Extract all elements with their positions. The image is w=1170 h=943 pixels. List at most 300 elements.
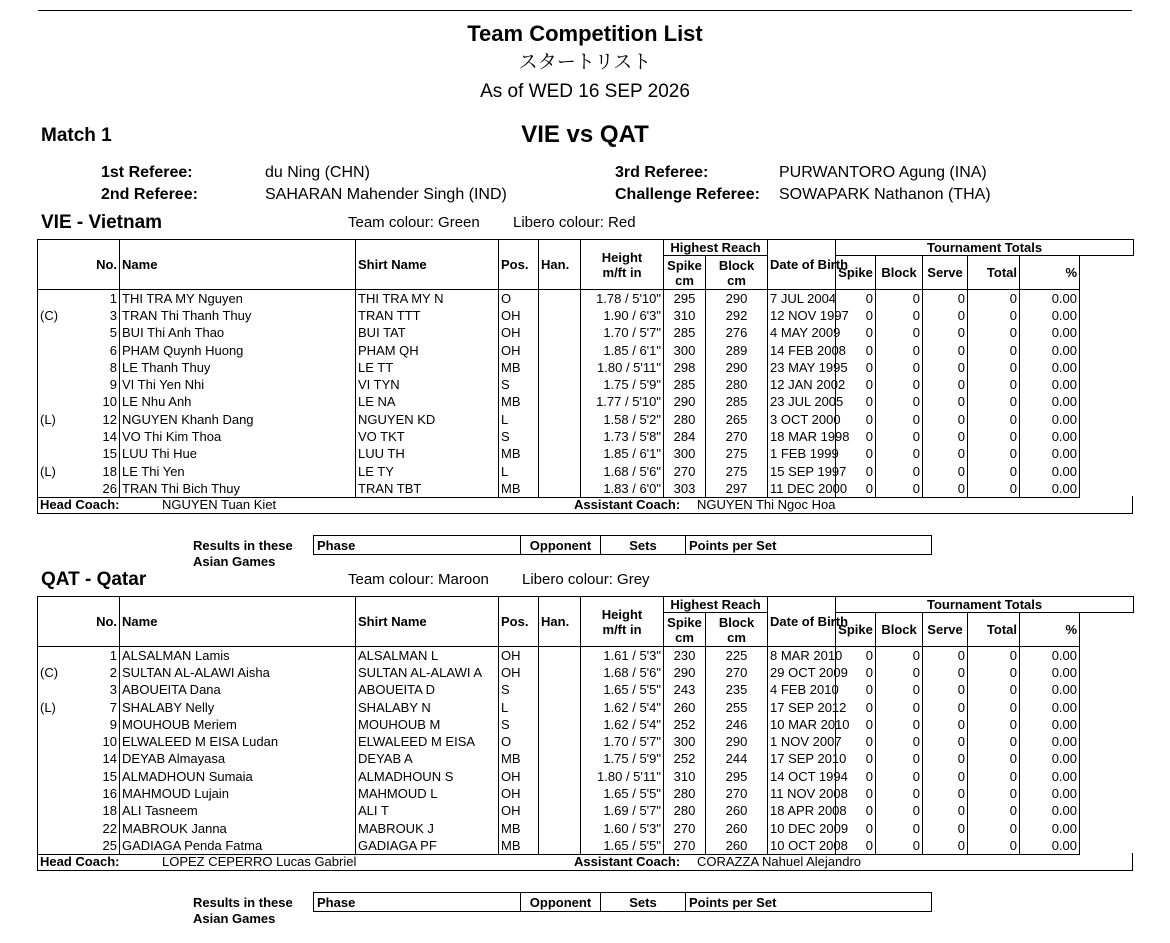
player-spike-reach: 270	[664, 837, 706, 854]
player-height: 1.70 / 5'7"	[581, 324, 664, 341]
player-name: LE Thanh Thuy	[120, 359, 356, 376]
player-total-spike: 0	[836, 480, 876, 497]
player-total: 0	[968, 664, 1020, 681]
player-block-reach: 285	[706, 393, 768, 410]
player-spike-reach: 285	[664, 376, 706, 393]
player-role	[38, 681, 85, 698]
player-total-pct: 0.00	[1020, 802, 1080, 819]
player-number: 22	[85, 819, 120, 836]
player-name: LUU Thi Hue	[120, 445, 356, 462]
player-total-spike: 0	[836, 393, 876, 410]
match-title: VIE vs QAT	[521, 121, 649, 148]
player-role: (L)	[38, 462, 85, 479]
assistant-coach: CORAZZA Nahuel Alejandro	[697, 854, 862, 869]
player-dob: 10 MAR 2010	[768, 716, 836, 733]
as-of-date: As of WED 16 SEP 2026	[480, 81, 690, 102]
col-total-serve: Serve	[923, 256, 968, 290]
player-handedness	[539, 837, 581, 854]
player-block-reach: 260	[706, 837, 768, 854]
player-total-block: 0	[876, 681, 923, 698]
third-referee: PURWANTORO Agung (INA)	[779, 164, 987, 181]
first-referee-label: 1st Referee:	[101, 164, 193, 181]
player-height: 1.65 / 5'5"	[581, 785, 664, 802]
match-number: Match 1	[41, 125, 112, 146]
player-total-spike: 0	[836, 802, 876, 819]
player-shirt-name: DEYAB A	[356, 750, 499, 767]
player-role	[38, 376, 85, 393]
player-name: PHAM Quynh Huong	[120, 341, 356, 358]
player-spike-reach: 310	[664, 307, 706, 324]
player-height: 1.69 / 5'7"	[581, 802, 664, 819]
player-total-serve: 0	[923, 802, 968, 819]
player-shirt-name: LUU TH	[356, 445, 499, 462]
col-total-serve: Serve	[923, 613, 968, 647]
player-role	[38, 393, 85, 410]
player-total: 0	[968, 785, 1020, 802]
col-spike	[664, 613, 706, 647]
player-name: THI TRA MY Nguyen	[120, 290, 356, 307]
player-height: 1.90 / 6'3"	[581, 307, 664, 324]
assistant-coach-label: Assistant Coach:	[574, 497, 681, 512]
results-table	[313, 535, 932, 555]
libero-colour: Libero colour: Red	[513, 214, 636, 231]
results-phase-header: Phase	[314, 893, 521, 912]
player-total-spike: 0	[836, 785, 876, 802]
player-shirt-name: TRAN TBT	[356, 480, 499, 497]
player-total-pct: 0.00	[1020, 837, 1080, 854]
player-total-serve: 0	[923, 462, 968, 479]
table-row	[38, 664, 1134, 681]
player-total-pct: 0.00	[1020, 324, 1080, 341]
player-total-block: 0	[876, 359, 923, 376]
player-total-pct: 0.00	[1020, 445, 1080, 462]
player-handedness	[539, 359, 581, 376]
table-row	[38, 290, 1134, 307]
player-name: SHALABY Nelly	[120, 698, 356, 715]
player-handedness	[539, 307, 581, 324]
player-number: 3	[85, 681, 120, 698]
player-total: 0	[968, 480, 1020, 497]
player-total-pct: 0.00	[1020, 664, 1080, 681]
player-shirt-name: ALI T	[356, 802, 499, 819]
player-number: 6	[85, 341, 120, 358]
table-row	[38, 802, 1134, 819]
player-total: 0	[968, 445, 1020, 462]
col-total-total: Total	[968, 256, 1020, 290]
player-name: MABROUK Janna	[120, 819, 356, 836]
player-handedness	[539, 750, 581, 767]
player-dob: 4 FEB 2010	[768, 681, 836, 698]
player-total: 0	[968, 733, 1020, 750]
player-total-pct: 0.00	[1020, 647, 1080, 664]
player-shirt-name: GADIAGA PF	[356, 837, 499, 854]
player-height: 1.65 / 5'5"	[581, 837, 664, 854]
player-shirt-name: BUI TAT	[356, 324, 499, 341]
player-handedness	[539, 802, 581, 819]
table-row	[38, 480, 1134, 497]
player-shirt-name: ALMADHOUN S	[356, 768, 499, 785]
results-table	[313, 892, 932, 912]
player-total-block: 0	[876, 785, 923, 802]
player-height: 1.62 / 5'4"	[581, 698, 664, 715]
player-name: NGUYEN Khanh Dang	[120, 411, 356, 428]
player-total-serve: 0	[923, 445, 968, 462]
table-row	[38, 393, 1134, 410]
player-position: O	[499, 733, 539, 750]
player-name: ABOUEITA Dana	[120, 681, 356, 698]
player-total-block: 0	[876, 647, 923, 664]
col-dob: Date of Birth	[768, 240, 836, 290]
player-name: ELWALEED M EISA Ludan	[120, 733, 356, 750]
player-shirt-name: MABROUK J	[356, 819, 499, 836]
team-name: VIE - Vietnam	[41, 212, 163, 233]
col-spike	[664, 256, 706, 290]
player-height: 1.70 / 5'7"	[581, 733, 664, 750]
player-total-spike: 0	[836, 664, 876, 681]
player-total-spike: 0	[836, 819, 876, 836]
player-height: 1.73 / 5'8"	[581, 428, 664, 445]
player-name: ALI Tasneem	[120, 802, 356, 819]
player-number: 8	[85, 359, 120, 376]
player-position: OH	[499, 324, 539, 341]
player-total-block: 0	[876, 290, 923, 307]
player-number: 9	[85, 716, 120, 733]
player-height: 1.62 / 5'4"	[581, 716, 664, 733]
player-total: 0	[968, 716, 1020, 733]
player-handedness	[539, 768, 581, 785]
player-block-reach: 292	[706, 307, 768, 324]
col-total-spike: Spike	[836, 613, 876, 647]
player-total-serve: 0	[923, 768, 968, 785]
player-total: 0	[968, 307, 1020, 324]
col-total-block: Block	[876, 256, 923, 290]
player-dob: 11 DEC 2000	[768, 480, 836, 497]
player-height: 1.77 / 5'10"	[581, 393, 664, 410]
col-no: No.	[38, 597, 120, 647]
player-role: (C)	[38, 664, 85, 681]
player-total-spike: 0	[836, 768, 876, 785]
col-height	[581, 240, 664, 290]
player-total-serve: 0	[923, 393, 968, 410]
player-total-spike: 0	[836, 647, 876, 664]
player-number: 10	[85, 393, 120, 410]
player-total-serve: 0	[923, 307, 968, 324]
player-block-reach: 270	[706, 785, 768, 802]
player-role	[38, 480, 85, 497]
results-label-line-1: Results in these	[193, 895, 293, 910]
player-total: 0	[968, 750, 1020, 767]
player-handedness	[539, 681, 581, 698]
player-height: 1.60 / 5'3"	[581, 819, 664, 836]
first-referee: du Ning (CHN)	[265, 164, 370, 181]
player-total-serve: 0	[923, 733, 968, 750]
player-dob: 17 SEP 2010	[768, 750, 836, 767]
player-role	[38, 716, 85, 733]
player-dob: 4 MAY 2009	[768, 324, 836, 341]
player-position: OH	[499, 647, 539, 664]
player-number: 7	[85, 698, 120, 715]
table-row	[38, 768, 1134, 785]
player-height: 1.83 / 6'0"	[581, 480, 664, 497]
team-name: QAT - Qatar	[41, 569, 147, 590]
player-name: MOUHOUB Meriem	[120, 716, 356, 733]
second-referee: SAHARAN Mahender Singh (IND)	[265, 186, 507, 203]
table-row	[38, 733, 1134, 750]
player-position: S	[499, 716, 539, 733]
player-shirt-name: ALSALMAN L	[356, 647, 499, 664]
player-role	[38, 785, 85, 802]
player-spike-reach: 300	[664, 733, 706, 750]
player-name: LE Thi Yen	[120, 462, 356, 479]
col-block	[706, 613, 768, 647]
player-name: TRAN Thi Thanh Thuy	[120, 307, 356, 324]
player-handedness	[539, 428, 581, 445]
player-number: 15	[85, 768, 120, 785]
third-referee-label: 3rd Referee:	[615, 164, 709, 181]
results-label-line-1: Results in these	[193, 538, 293, 553]
player-spike-reach: 303	[664, 480, 706, 497]
player-position: MB	[499, 359, 539, 376]
player-role: (L)	[38, 411, 85, 428]
challenge-referee: SOWAPARK Nathanon (THA)	[779, 186, 991, 203]
player-position: MB	[499, 819, 539, 836]
results-opponent-header: Opponent	[521, 536, 601, 555]
col-spike-line-1: Spike	[667, 257, 702, 273]
player-total-block: 0	[876, 376, 923, 393]
player-total-serve: 0	[923, 664, 968, 681]
player-number: 1	[85, 647, 120, 664]
player-total-spike: 0	[836, 681, 876, 698]
coach-row	[37, 496, 1133, 514]
player-position: L	[499, 462, 539, 479]
head-coach: NGUYEN Tuan Kiet	[162, 497, 277, 512]
col-han: Han.	[539, 597, 581, 647]
player-total-spike: 0	[836, 698, 876, 715]
player-dob: 1 FEB 1999	[768, 445, 836, 462]
player-position: OH	[499, 768, 539, 785]
player-number: 12	[85, 411, 120, 428]
player-spike-reach: 230	[664, 647, 706, 664]
player-number: 25	[85, 837, 120, 854]
player-handedness	[539, 698, 581, 715]
player-dob: 1 NOV 2007	[768, 733, 836, 750]
player-block-reach: 275	[706, 445, 768, 462]
player-shirt-name: TRAN TTT	[356, 307, 499, 324]
player-block-reach: 295	[706, 768, 768, 785]
player-shirt-name: ELWALEED M EISA	[356, 733, 499, 750]
player-total-spike: 0	[836, 837, 876, 854]
col-tournament-totals: Tournament Totals	[836, 597, 1134, 613]
player-total-pct: 0.00	[1020, 290, 1080, 307]
player-number: 3	[85, 307, 120, 324]
table-row	[38, 819, 1134, 836]
coach-row	[37, 853, 1133, 871]
player-handedness	[539, 480, 581, 497]
player-position: L	[499, 698, 539, 715]
col-block-unit: cm	[727, 272, 746, 288]
player-role	[38, 445, 85, 462]
results-phase-header: Phase	[314, 536, 521, 555]
player-name: DEYAB Almayasa	[120, 750, 356, 767]
assistant-coach-label: Assistant Coach:	[574, 854, 681, 869]
player-total: 0	[968, 290, 1020, 307]
player-position: S	[499, 428, 539, 445]
player-height: 1.75 / 5'9"	[581, 376, 664, 393]
player-total-spike: 0	[836, 750, 876, 767]
player-block-reach: 275	[706, 462, 768, 479]
player-number: 5	[85, 324, 120, 341]
col-tournament-totals: Tournament Totals	[836, 240, 1134, 256]
player-dob: 10 OCT 2008	[768, 837, 836, 854]
player-name: VI Thi Yen Nhi	[120, 376, 356, 393]
page-title: Team Competition List	[467, 21, 703, 46]
player-spike-reach: 300	[664, 341, 706, 358]
col-block-line-1: Block	[718, 614, 755, 630]
player-total-pct: 0.00	[1020, 681, 1080, 698]
col-height-line-2: m/ft in	[602, 264, 642, 280]
player-shirt-name: LE TT	[356, 359, 499, 376]
player-role	[38, 733, 85, 750]
player-total-pct: 0.00	[1020, 428, 1080, 445]
page-subtitle: スタートリスト	[518, 52, 652, 73]
player-total-block: 0	[876, 750, 923, 767]
player-total-pct: 0.00	[1020, 480, 1080, 497]
player-spike-reach: 280	[664, 785, 706, 802]
col-highest-reach: Highest Reach	[664, 240, 768, 256]
player-block-reach: 270	[706, 428, 768, 445]
player-block-reach: 270	[706, 664, 768, 681]
player-dob: 12 JAN 2002	[768, 376, 836, 393]
player-shirt-name: THI TRA MY N	[356, 290, 499, 307]
table-row	[38, 716, 1134, 733]
player-block-reach: 225	[706, 647, 768, 664]
results-sets-header: Sets	[601, 893, 686, 912]
player-dob: 11 NOV 2008	[768, 785, 836, 802]
col-spike-unit: cm	[675, 272, 694, 288]
player-height: 1.80 / 5'11"	[581, 768, 664, 785]
player-total: 0	[968, 324, 1020, 341]
head-coach-label: Head Coach:	[40, 854, 120, 869]
roster-table	[37, 596, 1134, 855]
col-dob: Date of Birth	[768, 597, 836, 647]
player-handedness	[539, 647, 581, 664]
player-total-block: 0	[876, 445, 923, 462]
col-name: Name	[120, 597, 356, 647]
player-total-pct: 0.00	[1020, 462, 1080, 479]
player-height: 1.85 / 6'1"	[581, 445, 664, 462]
player-total-block: 0	[876, 664, 923, 681]
player-total: 0	[968, 647, 1020, 664]
challenge-referee-label: Challenge Referee:	[615, 186, 760, 203]
player-position: OH	[499, 341, 539, 358]
col-block-line-1: Block	[718, 257, 755, 273]
table-row	[38, 837, 1134, 854]
player-name: MAHMOUD Lujain	[120, 785, 356, 802]
player-number: 15	[85, 445, 120, 462]
player-block-reach: 260	[706, 819, 768, 836]
table-row	[38, 445, 1134, 462]
player-block-reach: 276	[706, 324, 768, 341]
player-shirt-name: LE NA	[356, 393, 499, 410]
player-total-pct: 0.00	[1020, 733, 1080, 750]
player-total-spike: 0	[836, 428, 876, 445]
player-total: 0	[968, 359, 1020, 376]
player-role	[38, 341, 85, 358]
player-total-block: 0	[876, 307, 923, 324]
player-spike-reach: 290	[664, 393, 706, 410]
player-spike-reach: 243	[664, 681, 706, 698]
player-total-block: 0	[876, 733, 923, 750]
player-total-serve: 0	[923, 750, 968, 767]
player-total-serve: 0	[923, 290, 968, 307]
player-dob: 18 APR 2008	[768, 802, 836, 819]
player-total-spike: 0	[836, 324, 876, 341]
player-height: 1.65 / 5'5"	[581, 681, 664, 698]
player-block-reach: 260	[706, 802, 768, 819]
player-number: 1	[85, 290, 120, 307]
player-total-serve: 0	[923, 376, 968, 393]
player-position: MB	[499, 480, 539, 497]
player-height: 1.75 / 5'9"	[581, 750, 664, 767]
player-position: MB	[499, 393, 539, 410]
player-height: 1.78 / 5'10"	[581, 290, 664, 307]
table-row	[38, 750, 1134, 767]
player-dob: 17 SEP 2012	[768, 698, 836, 715]
player-spike-reach: 252	[664, 750, 706, 767]
player-total: 0	[968, 768, 1020, 785]
player-dob: 18 MAR 1998	[768, 428, 836, 445]
player-handedness	[539, 733, 581, 750]
col-spike-line-1: Spike	[667, 614, 702, 630]
player-total-pct: 0.00	[1020, 341, 1080, 358]
player-shirt-name: ABOUEITA D	[356, 681, 499, 698]
table-row	[38, 376, 1134, 393]
player-total-spike: 0	[836, 411, 876, 428]
player-total-serve: 0	[923, 681, 968, 698]
player-total-block: 0	[876, 428, 923, 445]
player-height: 1.80 / 5'11"	[581, 359, 664, 376]
player-position: MB	[499, 750, 539, 767]
player-total: 0	[968, 698, 1020, 715]
player-total-serve: 0	[923, 647, 968, 664]
player-role	[38, 819, 85, 836]
player-shirt-name: MAHMOUD L	[356, 785, 499, 802]
player-handedness	[539, 785, 581, 802]
player-block-reach: 280	[706, 376, 768, 393]
player-total-spike: 0	[836, 445, 876, 462]
player-total-block: 0	[876, 393, 923, 410]
player-role	[38, 768, 85, 785]
player-total-serve: 0	[923, 785, 968, 802]
table-row	[38, 324, 1134, 341]
table-row	[38, 428, 1134, 445]
player-height: 1.58 / 5'2"	[581, 411, 664, 428]
player-position: OH	[499, 785, 539, 802]
player-role	[38, 802, 85, 819]
results-points-header: Points per Set	[686, 536, 932, 555]
player-name: ALSALMAN Lamis	[120, 647, 356, 664]
player-name: LE Nhu Anh	[120, 393, 356, 410]
table-row	[38, 681, 1134, 698]
player-total-serve: 0	[923, 324, 968, 341]
player-total-spike: 0	[836, 462, 876, 479]
player-total-block: 0	[876, 324, 923, 341]
results-label	[193, 538, 293, 570]
player-role	[38, 359, 85, 376]
player-spike-reach: 290	[664, 664, 706, 681]
player-shirt-name: VO TKT	[356, 428, 499, 445]
player-dob: 29 OCT 2009	[768, 664, 836, 681]
